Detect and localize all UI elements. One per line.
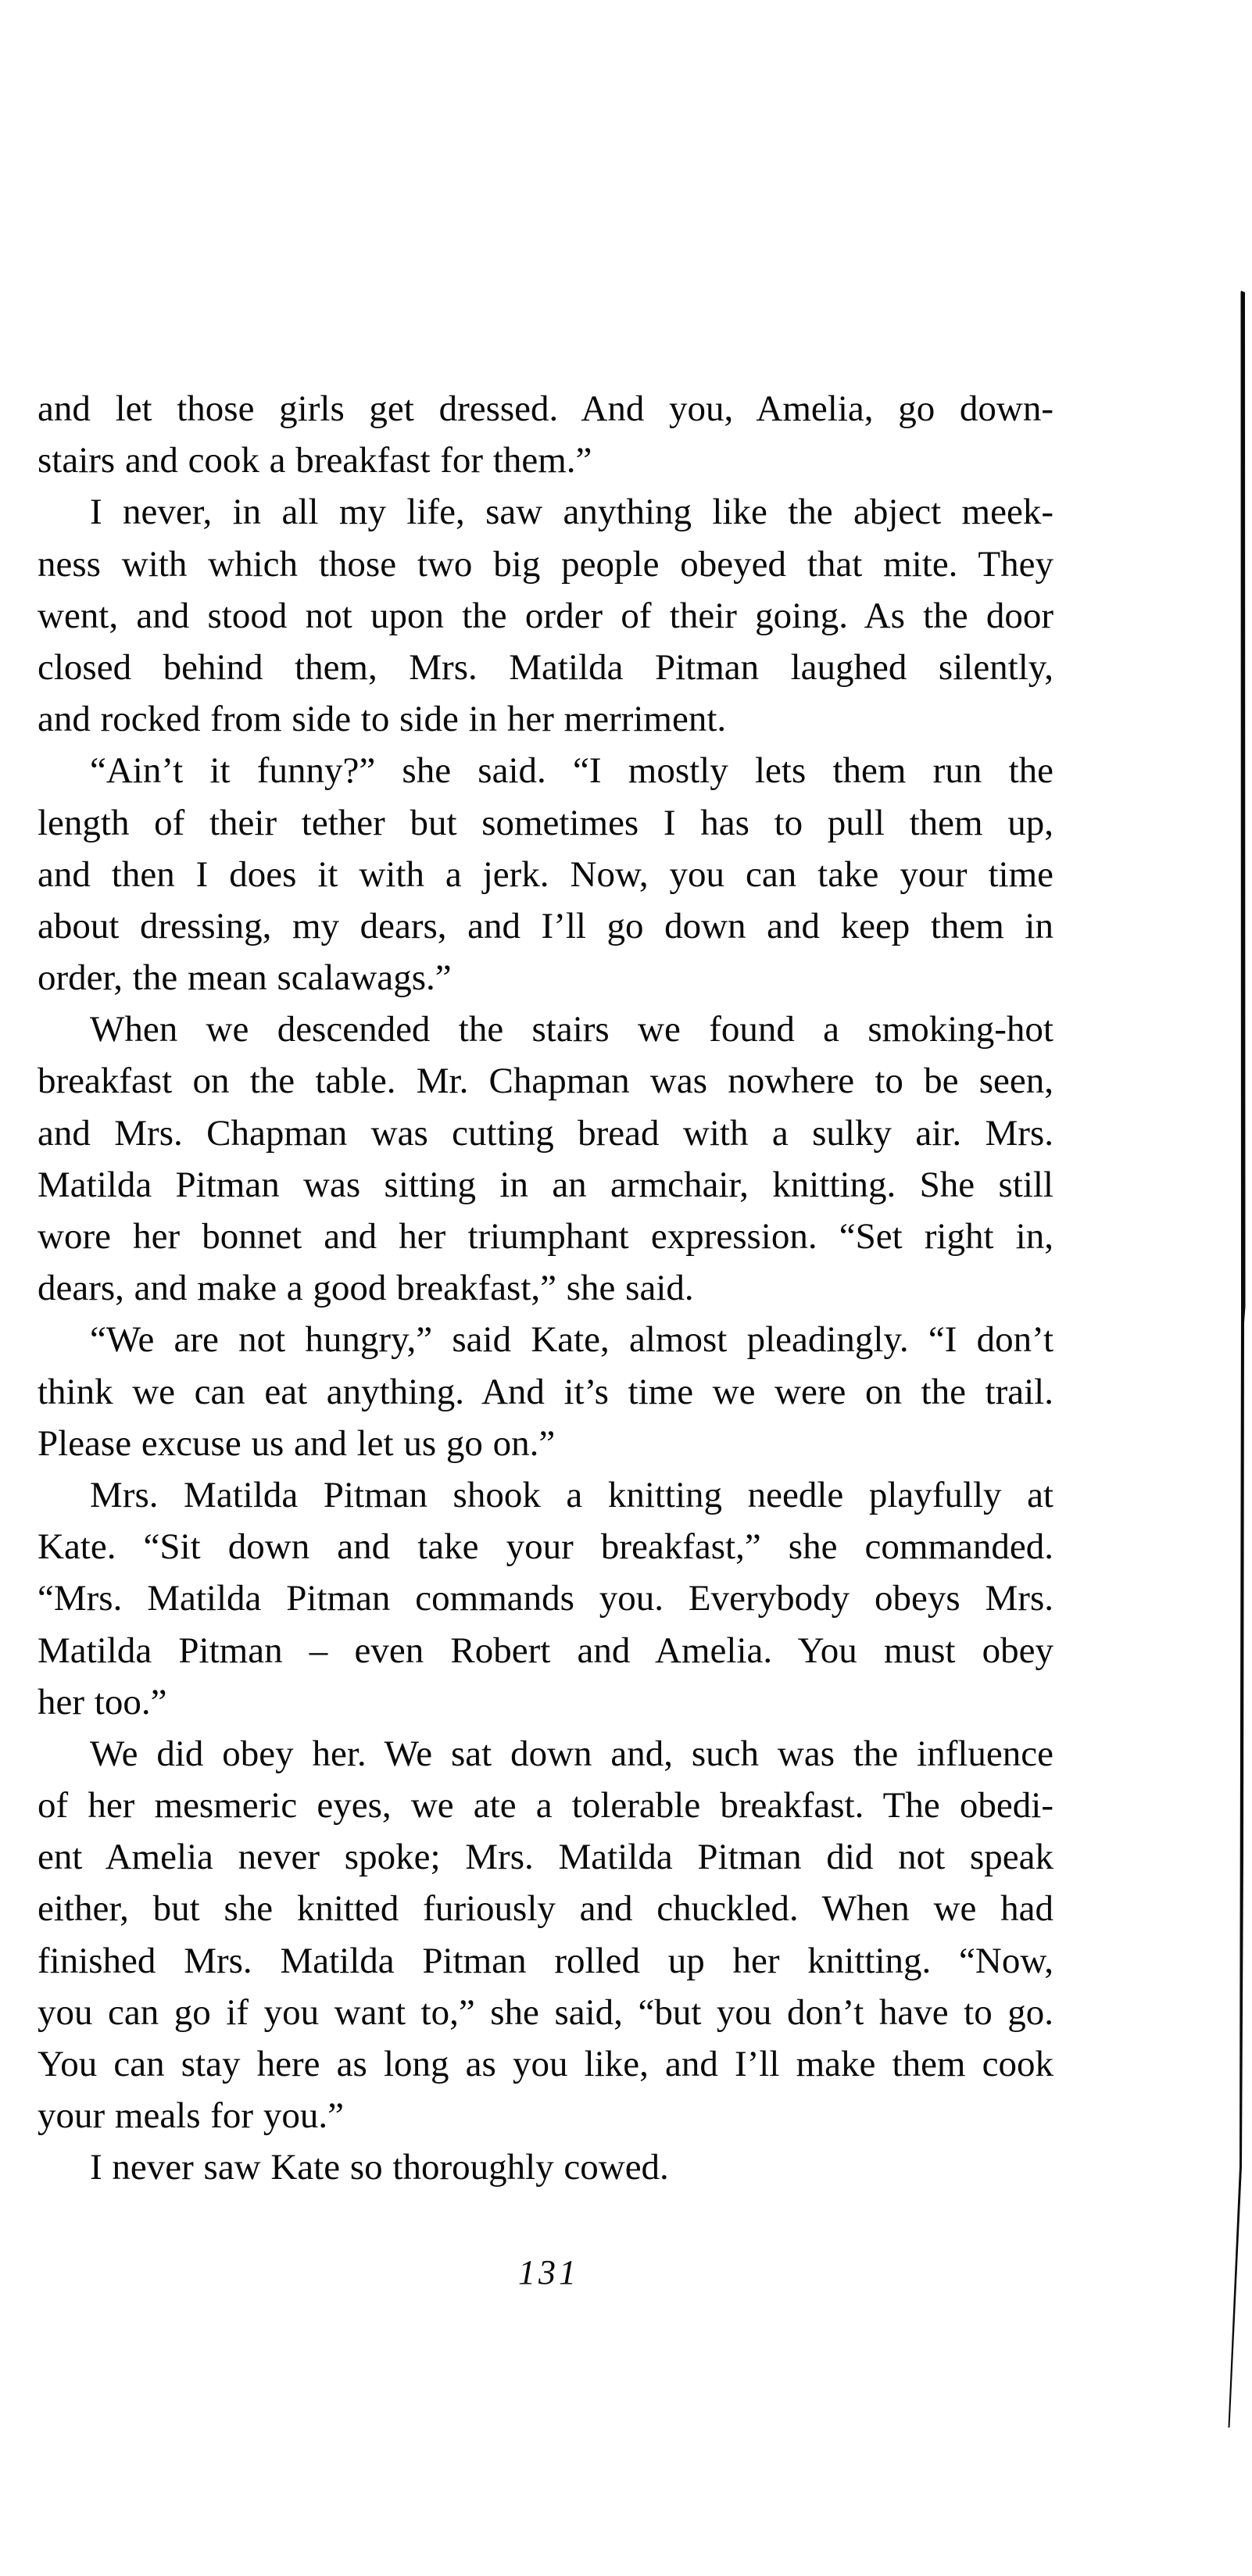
text-line: of her mesmeric eyes, we ate a tolerable breakfast. The obedi- [38,1785,1053,1826]
text-line: You can stay here as long as you like, and I’ll make them cook [38,2044,1053,2084]
text-line: and then I does it with a jerk. Now, you can take your time [38,853,1053,895]
paragraph [38,1004,1053,1314]
paragraph [38,745,1053,1004]
text-line: Matilda Pitman – even Robert and Amelia. You must obey [38,1630,1053,1671]
text-line: dears, and make a good breakfast,” she said. [38,1268,694,1309]
text-line: “Mrs. Matilda Pitman commands you. Everybody obeys Mrs. [38,1578,1053,1619]
text-line: I never, in all my life, saw anything like the abject meek- [90,492,1053,533]
page-number: 131 [518,2253,579,2292]
text-line: finished Mrs. Matilda Pitman rolled up her knitting. “Now, [38,1940,1053,1981]
text-line: and let those girls get dressed. And you, Amelia, go down- [38,388,1053,429]
text-line: your meals for you.” [38,2095,344,2137]
text-line: When we descended the stairs we found a smoking-hot [90,1009,1053,1050]
text-line: Matilda Pitman was sitting in an armchair, knitting. She still [38,1164,1053,1205]
text-line: closed behind them, Mrs. Matilda Pitman laughed silently, [38,646,1053,688]
text-line: We did obey her. We sat down and, such was the influence [90,1733,1053,1774]
text-line: you can go if you want to,” she said, “but you don’t have to go. [38,1991,1053,2033]
paragraph [38,2141,1053,2193]
text-line: “We are not hungry,” said Kate, almost pleadingly. “I don’t [90,1319,1053,1361]
text-line: and rocked from side to side in her merriment. [38,699,727,740]
text-line: I never saw Kate so thoroughly cowed. [90,2147,669,2188]
text-line: length of their tether but sometimes I has to pull them up, [38,802,1053,843]
page-edge-rule [1227,291,1247,2429]
text-line: went, and stood not upon the order of their going. As the door [38,595,1053,636]
text-line: either, but she knitted furiously and chuckled. When we had [38,1888,1053,1930]
page-body-text [38,383,1053,2194]
text-line: about dressing, my dears, and I’ll go down and keep them in [38,905,1053,946]
paragraph [38,1728,1053,2142]
text-line: think we can eat anything. And it’s time we were on the trail. [38,1371,1053,1412]
text-line: Kate. “Sit down and take your breakfast,” she commanded. [38,1526,1053,1568]
paragraph [38,383,1053,486]
text-line: stairs and cook a breakfast for them.” [38,440,592,481]
paragraph [38,486,1053,745]
text-line: breakfast on the table. Mr. Chapman was nowhere to be seen, [38,1061,1053,1102]
paragraph [38,1314,1053,1469]
text-line: order, the mean scalawags.” [38,957,452,999]
text-line: and Mrs. Chapman was cutting bread with a sulky air. Mrs. [38,1112,1053,1154]
text-line: Please excuse us and let us go on.” [38,1422,556,1464]
text-line: ent Amelia never spoke; Mrs. Matilda Pitman did not speak [38,1837,1053,1878]
text-line: ness with which those two big people obeyed that mite. They [38,543,1053,585]
text-line: “Ain’t it funny?” she said. “I mostly lets them run the [90,750,1053,792]
text-line: Mrs. Matilda Pitman shook a knitting needle playfully at [90,1474,1053,1515]
paragraph [38,1469,1053,1728]
text-line: wore her bonnet and her triumphant expression. “Set right in, [38,1216,1053,1257]
text-line: her too.” [38,1681,167,1723]
